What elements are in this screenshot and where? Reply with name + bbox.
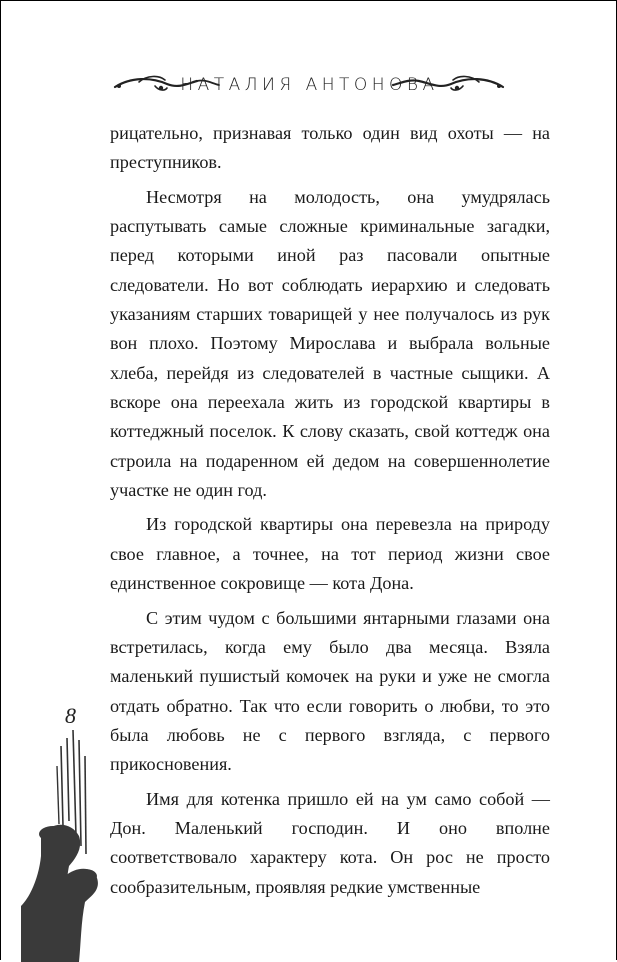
page-number: 8 <box>65 703 76 728</box>
running-header <box>1 71 617 101</box>
paragraph-4: С этим чудом с большими янтарными глазами она встретилась, когда ему было два месяца. Взяла маленький пушистый комочек на руки и уже не смогла отдать обратно. Так что если говорить о любви, то это была любовь не с первого взгляда, с первого прикосновения. <box>110 607 550 775</box>
paragraph-2: Несмотря на молодость, она умудрялась распутывать самые сложные криминальные загадки, перед которыми иной раз пасовали опытные следователи. Но вот соблюдать иерархию и следовать указаниям старших товарищей у нее получалось из рук вон плохо. Поэтому Мирослава и выбрала вольные хлеба, перейдя из следователей в частные сыщики. А вскоре она переехала жить из городской квартиры в коттеджный поселок. К слову сказать, свой коттедж она строила на подаренном ей дедом на совершеннолетие участке не один год. <box>110 186 550 500</box>
page-body-text <box>110 119 550 902</box>
cat-paw-icon <box>21 726 111 962</box>
paragraph-3: Из городской квартиры она перевезла на природу свое главное, а точнее, на тот период жизни свое единственное сокровище — кота Дона. <box>110 514 550 594</box>
paragraph-5: Имя для котенка пришло ей на ум само собой — Дон. Маленький господин. И оно вполне соответствовало характеру кота. Он рос не просто сообразительным, проявляя редкие умственные <box>110 788 550 897</box>
ornament-right-icon <box>389 71 509 101</box>
paragraph-1: рицательно, признавая только один вид охоты — на преступников. <box>110 123 550 173</box>
header-title: НАТАЛИЯ АНТОНОВА <box>180 75 439 95</box>
